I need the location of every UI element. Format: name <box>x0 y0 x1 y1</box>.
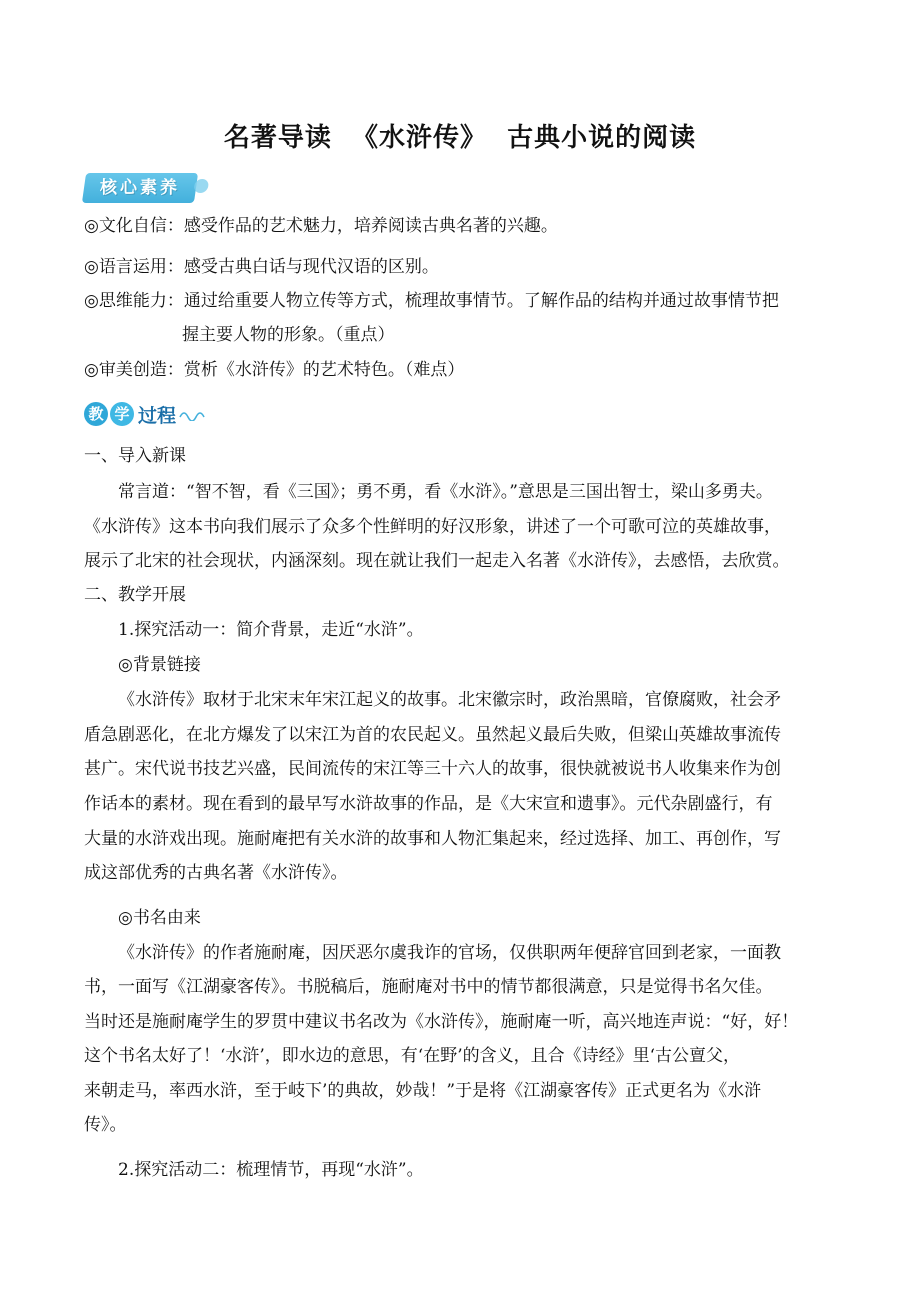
squiggle-decoration-icon <box>178 407 208 421</box>
paragraph-line: 当时还是施耐庵学生的罗贯中建议书名改为《水浒传》，施耐庵一听，高兴地连声说：“好，好！ <box>84 1012 799 1032</box>
page-title: 名著导读 《水浒传》 古典小说的阅读 <box>223 123 697 153</box>
paragraph-line: 《水浒传》这本书向我们展示了众多个性鲜明的好汉形象，讲述了一个可歌可泣的英雄故事， <box>84 517 781 537</box>
paragraph-line: 这个书名太好了！‘水浒’，即水边的意思，有‘在野’的含义，且合《诗经》里‘古公亶父， <box>84 1046 741 1066</box>
section-heading-intro: 一、导入新课 <box>84 446 186 466</box>
subheading-background: ◎背景链接 <box>118 655 201 675</box>
paragraph-line: 来朝走马，率西水浒，至于岐下’的典故，妙哉！”于是将《江湖豪客传》正式更名为《水浒 <box>84 1081 762 1101</box>
subheading-title-origin: ◎书名由来 <box>118 908 201 928</box>
paragraph-line: 书，一面写《江湖豪客传》。书脱稿后，施耐庵对书中的情节都很满意，只是觉得书名欠佳。 <box>84 977 773 997</box>
section-heading-teaching: 二、教学开展 <box>84 585 186 605</box>
paragraph-line: 成这部优秀的古典名著《水浒传》。 <box>84 863 348 883</box>
activity-heading-2: 2.探究活动二：梳理情节，再现“水浒”。 <box>118 1160 424 1180</box>
process-badge-text: 过程 <box>138 404 177 427</box>
activity-heading-1: 1.探究活动一：简介背景，走近“水浒”。 <box>118 620 424 640</box>
core-item-aesthetic: ◎审美创造：赏析《水浒传》的艺术特色。（难点） <box>84 360 465 380</box>
paragraph-line: 作话本的素材。现在看到的最早写水浒故事的作品，是《大宋宣和遗事》。元代杂剧盛行，有 <box>84 794 773 814</box>
core-item-culture: ◎文化自信：感受作品的艺术魅力，培养阅读古典名著的兴趣。 <box>84 216 558 236</box>
core-literacy-badge-label: 核心素养 <box>100 178 180 198</box>
process-badge-char-2: 学 <box>110 402 134 426</box>
paragraph-line: 甚广。宋代说书技艺兴盛，民间流传的宋江等三十六人的故事，很快就被说书人收集来作为创 <box>84 759 781 779</box>
paragraph-line: 展示了北宋的社会现状，内涵深刻。现在就让我们一起走入名著《水浒传》，去感悟，去欣赏。 <box>84 551 790 571</box>
core-item-language: ◎语言运用：感受古典白话与现代汉语的区别。 <box>84 257 439 277</box>
process-badge-char-1: 教 <box>84 402 108 426</box>
paragraph-line: 大量的水浒戏出现。施耐庵把有关水浒的故事和人物汇集起来，经过选择、加工、再创作，写 <box>84 829 781 849</box>
paragraph-line: 常言道：“智不智，看《三国》；勇不勇，看《水浒》。”意思是三国出智士，梁山多勇夫。 <box>118 482 773 502</box>
core-item-thinking-cont: 握主要人物的形象。（重点） <box>182 325 395 345</box>
core-literacy-badge <box>82 173 198 203</box>
teaching-process-badge <box>84 397 208 431</box>
paragraph-line: 传》。 <box>84 1115 127 1135</box>
paragraph-line: 《水浒传》的作者施耐庵，因厌恶尔虞我诈的官场，仅供职两年便辞官回到老家，一面教 <box>118 943 781 963</box>
paragraph-line: 《水浒传》取材于北宋末年宋江起义的故事。北宋徽宗时，政治黑暗，官僚腐败，社会矛 <box>118 690 781 710</box>
core-item-thinking: ◎思维能力：通过给重要人物立传等方式，梳理故事情节。了解作品的结构并通过故事情节把 <box>84 291 779 311</box>
paragraph-line: 盾急剧恶化，在北方爆发了以宋江为首的农民起义。虽然起义最后失败，但梁山英雄故事流传 <box>84 725 781 745</box>
